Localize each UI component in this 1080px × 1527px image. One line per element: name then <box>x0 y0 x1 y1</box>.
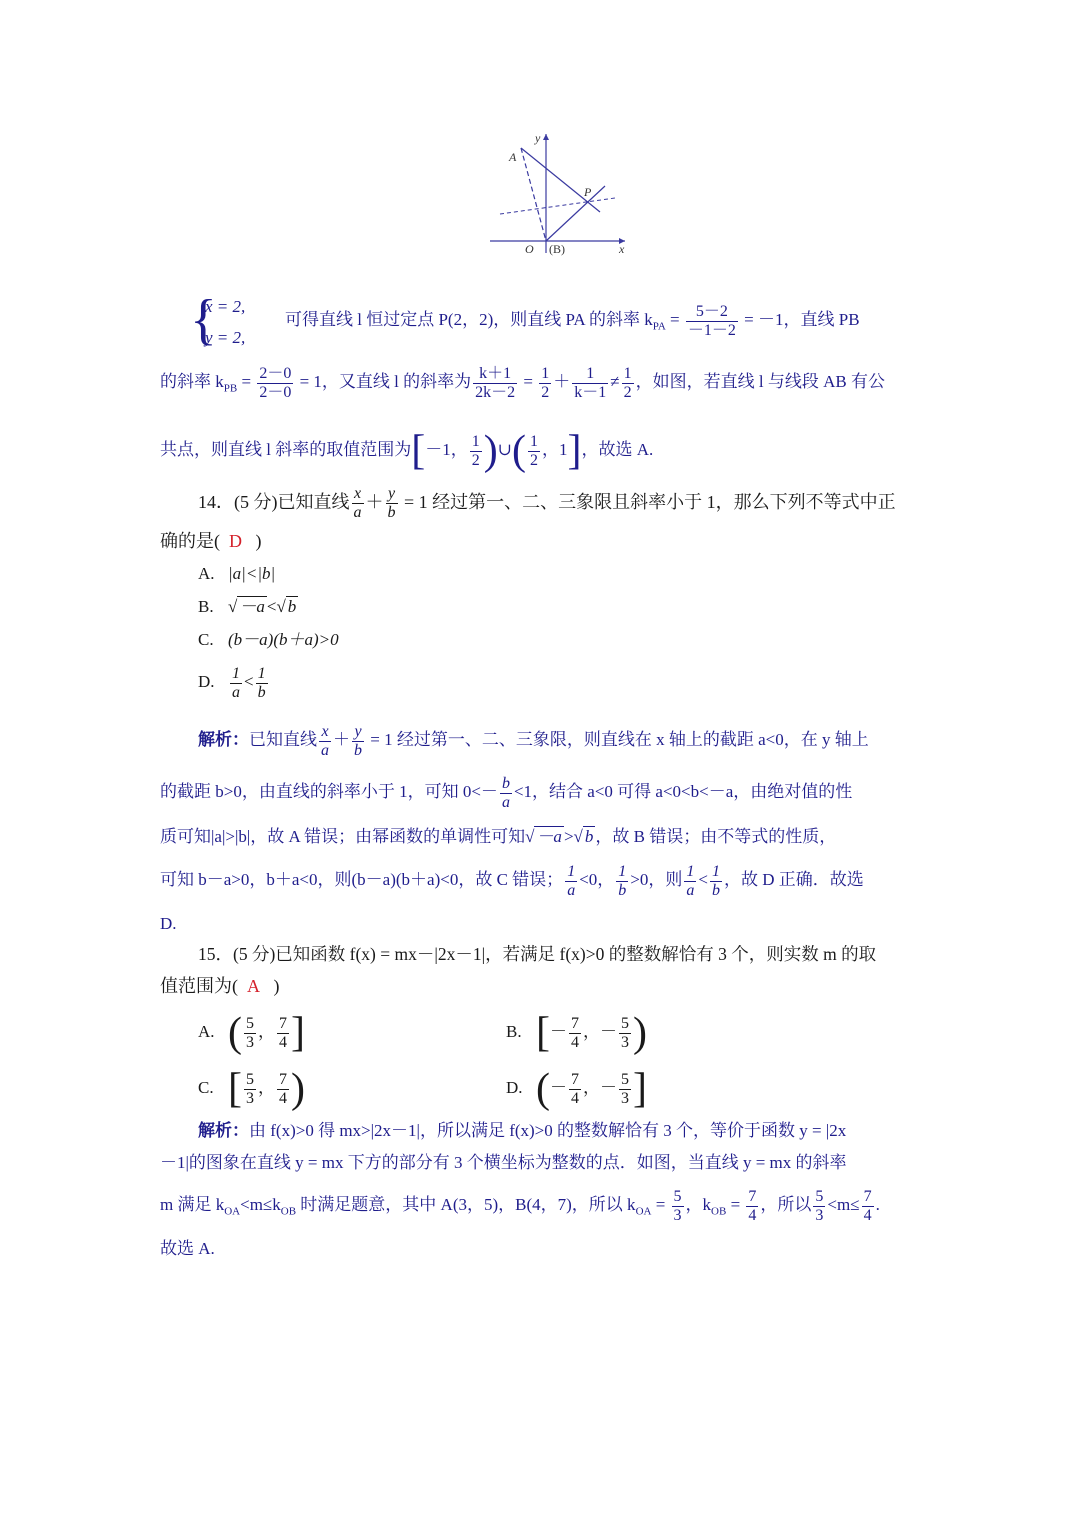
label-y: y <box>535 131 541 145</box>
sol15-line-3: m 满足 $k_{OA}<m\le k_{OB}$ 时满足题意，其中 A(3，5)，B(4，7)，所以 $k_{OA}$ = $\frac{5}{3}$ ，$k_{OB}$ = $\frac{7}{4}$ ，所以 $\frac{5}{3}$ <m≤ $\frac{7}{4}$ . <box>160 1187 880 1224</box>
q15-option-c: C. [ $\frac{5}{3}$ ， $\frac{7}{4}$ ) <box>198 1066 305 1113</box>
segment-ab <box>521 148 546 241</box>
system-brace: { <box>190 289 217 351</box>
system-eq-2: y = 2, <box>205 328 246 347</box>
q14-option-a: A. |a|<|b| <box>198 564 276 583</box>
q14-stem-line-1: 14．(5 分)已知直线 $\frac{x}{a}$ ＋ $\frac{y}{b}$ = 1 经过第一、二、三象限且斜率小于 1，那么下列不等式中正 <box>198 485 896 522</box>
sol14-line-1: 解析：已知直线 $\frac{x}{a}$ ＋ $\frac{y}{b}$ = 1 经过第一、二、三象限，则直线在 x 轴上的截距 a<0，在 y 轴上 <box>198 722 869 759</box>
label-p: P <box>584 185 592 199</box>
q14-stem-line-2: 确的是( D ) <box>160 531 262 551</box>
label-a: A <box>509 150 517 164</box>
coordinate-figure <box>485 128 635 258</box>
q15-option-b: B. [－ $\frac{7}{4}$ ，－ $\frac{5}{3}$ ) <box>506 1010 647 1057</box>
sol15-label: 解析： <box>198 1121 249 1140</box>
line-dashed-flat <box>500 198 615 214</box>
line-pb <box>546 186 605 241</box>
sol14-label: 解析： <box>198 730 249 749</box>
sol15-line-2: －1|的图象在直线 y = mx 下方的部分有 3 个横坐标为整数的点．如图，当直线 y = mx 的斜率 <box>160 1153 847 1172</box>
sol15-line-1: 解析：由 f(x)>0 得 mx>|2x－1|，所以满足 f(x)>0 的整数解恰有 3 个，等价于函数 y = |2x <box>198 1121 847 1140</box>
label-b: (B) <box>549 242 565 256</box>
label-o: O <box>525 242 534 256</box>
system-eq-1: x = 2, <box>205 297 246 316</box>
sol13-line-2: 的斜率 $k_{PB}$ = $\frac{2-0}{2-0}$ = 1，又直线 l 的斜率为 $\frac{k+1}{2k-2}$ = $\frac{1}{2}$ ＋ $\frac{1}{k-1}$ ≠ $\frac{1}{2}$ ，如图，若直线 l 与线段 AB 有公 <box>160 364 885 401</box>
q15-stem-line-2: 值范围为( A ) <box>160 976 280 996</box>
sol14-line-3: 质可知|a|>|b|，故 A 错误；由幂函数的单调性可知√ －a >√ b ，故 B 错误；由不等式的性质， <box>160 827 837 846</box>
sol14-line-5: D. <box>160 914 177 933</box>
sol14-line-2: 的截距 b>0，由直线的斜率小于 1，可知 0<－ $\frac{b}{a}$ <1，结合 a<0 可得 a<0<b<－a，由绝对值的性 <box>160 774 853 811</box>
y-axis-arrow <box>543 134 549 140</box>
sol13-line-3: 共点，则直线 l 斜率的取值范围为[－1， $\frac{1}{2}$ )∪( $\frac{1}{2}$ ，1]，故选 A. <box>160 428 654 475</box>
q15-stem-line-1: 15．(5 分)已知函数 f(x) = mx－|2x－1|，若满足 f(x)>0 的整数解恰有 3 个，则实数 m 的取 <box>198 944 877 964</box>
sol13-line-1: 可得直线 l 恒过定点 P(2，2)，则直线 PA 的斜率 $k_{PA}$ = $\frac{5-2}{-1-2}$ = －1，直线 PB <box>285 302 860 339</box>
sol14-line-4: 可知 b－a>0，b＋a<0，则(b－a)(b＋a)<0，故 C 错误； $\frac{1}{a}$ <0， $\frac{1}{b}$ >0，则 $\frac{1}{a}$ < $\frac{1}{b}$ ，故 D 正确．故选 <box>160 862 864 899</box>
q15-option-d: D. (－ $\frac{7}{4}$ ，－ $\frac{5}{3}$ ] <box>506 1066 647 1113</box>
label-x: x <box>619 242 625 256</box>
q14-option-b: B. √ －a <√ b <box>198 597 297 616</box>
q14-answer: D <box>229 531 242 551</box>
q14-option-c: C. (b－a)(b＋a)>0 <box>198 630 339 649</box>
q14-option-d: D. $\frac{1}{a}$ < $\frac{1}{b}$ <box>198 664 266 701</box>
q15-answer: A <box>247 976 260 996</box>
slope-pa-fraction: $\frac{5-2}{-1-2}$ <box>687 302 736 339</box>
sol15-line-4: 故选 A. <box>160 1239 215 1258</box>
q15-option-a: A. ( $\frac{5}{3}$ ， $\frac{7}{4}$ ] <box>198 1010 305 1057</box>
